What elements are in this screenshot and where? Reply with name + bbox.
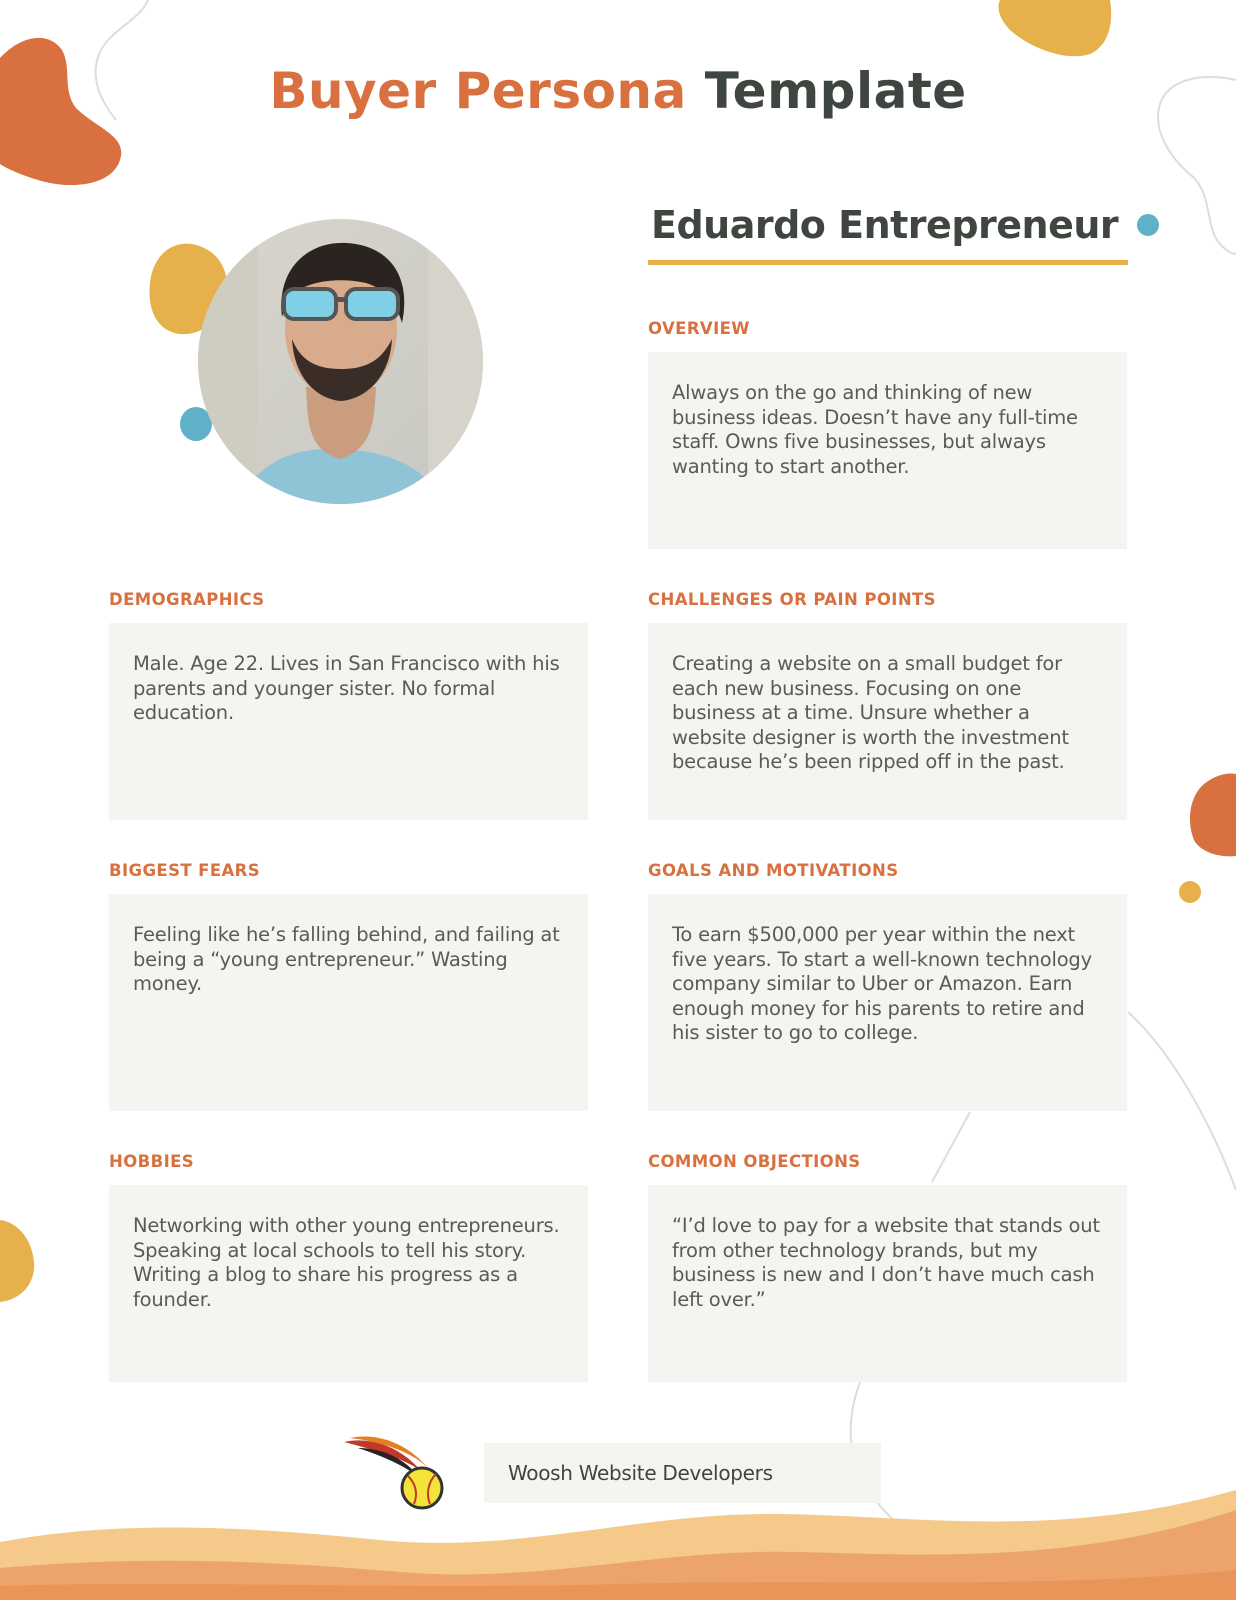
goals-text: To earn $500,000 per year within the next five years. To start a well-known technology company similar to Uber or Amazon. Earn enough money for his parents to retire and his sister to go to college. xyxy=(672,923,1092,1044)
line-lower-right-2 xyxy=(932,1112,970,1182)
demographics-box xyxy=(109,623,588,820)
objections-label: COMMON OBJECTIONS xyxy=(648,1152,861,1171)
persona-name: Eduardo Entrepreneur xyxy=(651,203,1119,247)
demographics-label: DEMOGRAPHICS xyxy=(109,590,265,609)
yellow-blob-top-right xyxy=(998,0,1111,56)
woosh-logo-icon xyxy=(340,1432,450,1512)
hobbies-label: HOBBIES xyxy=(109,1152,195,1171)
orange-blob-right xyxy=(1190,773,1236,856)
fears-text: Feeling like he’s falling behind, and failing at being a “young entrepreneur.” Wasting money. xyxy=(133,923,560,995)
challenges-box xyxy=(648,623,1127,820)
title-part-2: Template xyxy=(704,62,967,120)
objections-text: “I’d love to pay for a website that stands out from other technology brands, but my business is new and I don’t have much cash left over.” xyxy=(672,1214,1100,1311)
yellow-dot-right xyxy=(1179,881,1201,903)
yellow-blob-left xyxy=(0,1220,34,1302)
goals-box xyxy=(648,894,1127,1111)
name-underline xyxy=(648,260,1128,265)
title-part-1: Buyer Persona xyxy=(269,62,687,120)
objections-box xyxy=(648,1185,1127,1382)
overview-box xyxy=(648,352,1127,549)
hobbies-text: Networking with other young entrepreneurs. Speaking at local schools to tell his story. Writing a blog to share his progress as a founder. xyxy=(133,1214,560,1311)
hobbies-box xyxy=(109,1185,588,1382)
challenges-text: Creating a website on a small budget for each new business. Focusing on one business at a time. Unsure whether a website designer is worth the investment because he’s been ripped off in the past. xyxy=(672,652,1069,773)
overview-text: Always on the go and thinking of new business ideas. Doesn’t have any full-time staff. Owns five businesses, but always wanting to start another. xyxy=(672,381,1078,478)
challenges-label: CHALLENGES OR PAIN POINTS xyxy=(648,590,936,609)
goals-label: GOALS AND MOTIVATIONS xyxy=(648,861,899,880)
company-name-box xyxy=(484,1443,881,1503)
persona-photo xyxy=(198,219,483,504)
company-name: Woosh Website Developers xyxy=(508,1461,773,1485)
blue-dot-name xyxy=(1137,214,1159,236)
overview-label: OVERVIEW xyxy=(648,319,750,338)
line-lower-right-1 xyxy=(1128,1012,1236,1190)
demographics-text: Male. Age 22. Lives in San Francisco with his parents and younger sister. No formal education. xyxy=(133,652,560,724)
page-title xyxy=(0,62,1236,120)
fears-label: BIGGEST FEARS xyxy=(109,861,261,880)
fears-box xyxy=(109,894,588,1111)
